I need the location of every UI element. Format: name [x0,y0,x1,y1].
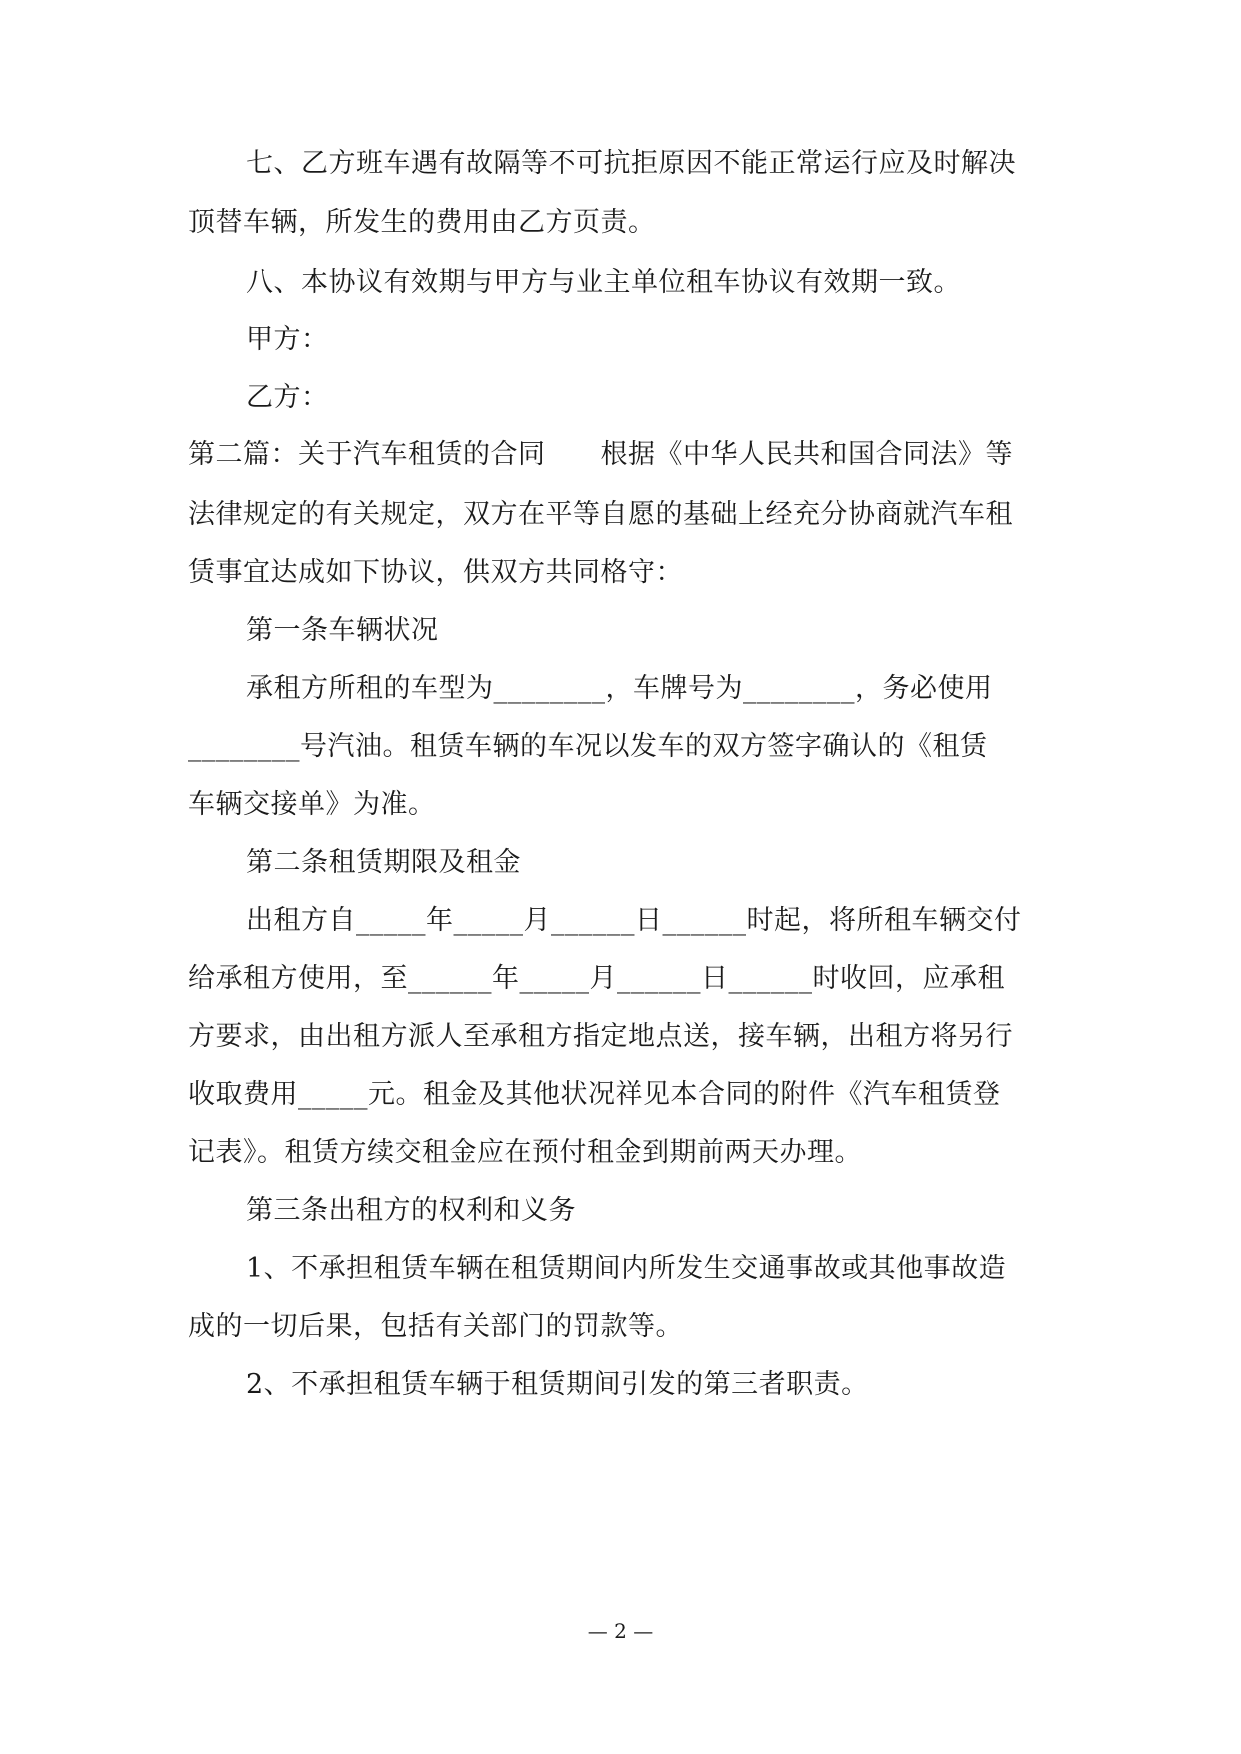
intro-line-3: 赁事宜达成如下协议，供双方共同格守： [188,557,683,588]
article-3-heading: 第三条出租方的权利和义务 [246,1195,576,1226]
article-2-line-2: 给承租方使用，至______年_____月______日______时收回，应承租 [188,963,1005,994]
intro-line-2: 法律规定的有关规定，双方在平等自愿的基础上经充分协商就汽车租 [188,499,1013,530]
party-b-label: 乙方： [246,382,329,413]
article-3-item-2: 2、不承担租赁车辆于租赁期间引发的第三者职责。 [246,1369,869,1400]
party-a-label: 甲方： [246,324,329,355]
article-2-heading: 第二条租赁期限及租金 [246,847,521,878]
article-3-item-1-line-2: 成的一切后果，包括有关部门的罚款等。 [188,1311,683,1342]
article-2-line-5: 记表》。租赁方续交租金应在预付租金到期前两天办理。 [188,1137,862,1168]
chapter-two-heading: 第二篇：关于汽车租赁的合同 根据《中华人民共和国合同法》等 [188,439,1013,470]
article-1-line-1: 承租方所租的车型为________，车牌号为________，务必使用 [246,673,993,704]
page-number: — 2 — [587,1619,654,1643]
article-3-item-1-line-1: 1、不承担租赁车辆在租赁期间内所发生交通事故或其他事故造 [246,1253,1007,1284]
paragraph-7-line-1: 七、乙方班车遇有故隔等不可抗拒原因不能正常运行应及时解决 [246,148,1016,179]
article-2-line-1: 出租方自_____年_____月______日______时起，将所租车辆交付 [246,905,1022,936]
article-1-line-3: 车辆交接单》为准。 [188,789,436,820]
paragraph-8: 八、本协议有效期与甲方与业主单位租车协议有效期一致。 [246,267,961,298]
paragraph-7-line-2: 顶替车辆，所发生的费用由乙方页责。 [188,207,656,238]
article-2-line-4: 收取费用_____元。租金及其他状况祥见本合同的附件《汽车租赁登 [188,1079,1001,1110]
article-1-line-2: ________号汽油。租赁车辆的车况以发车的双方签字确认的《租赁 [188,731,988,762]
article-1-heading: 第一条车辆状况 [246,615,439,646]
article-2-line-3: 方要求，由出租方派人至承租方指定地点送，接车辆，出租方将另行 [188,1021,1013,1052]
